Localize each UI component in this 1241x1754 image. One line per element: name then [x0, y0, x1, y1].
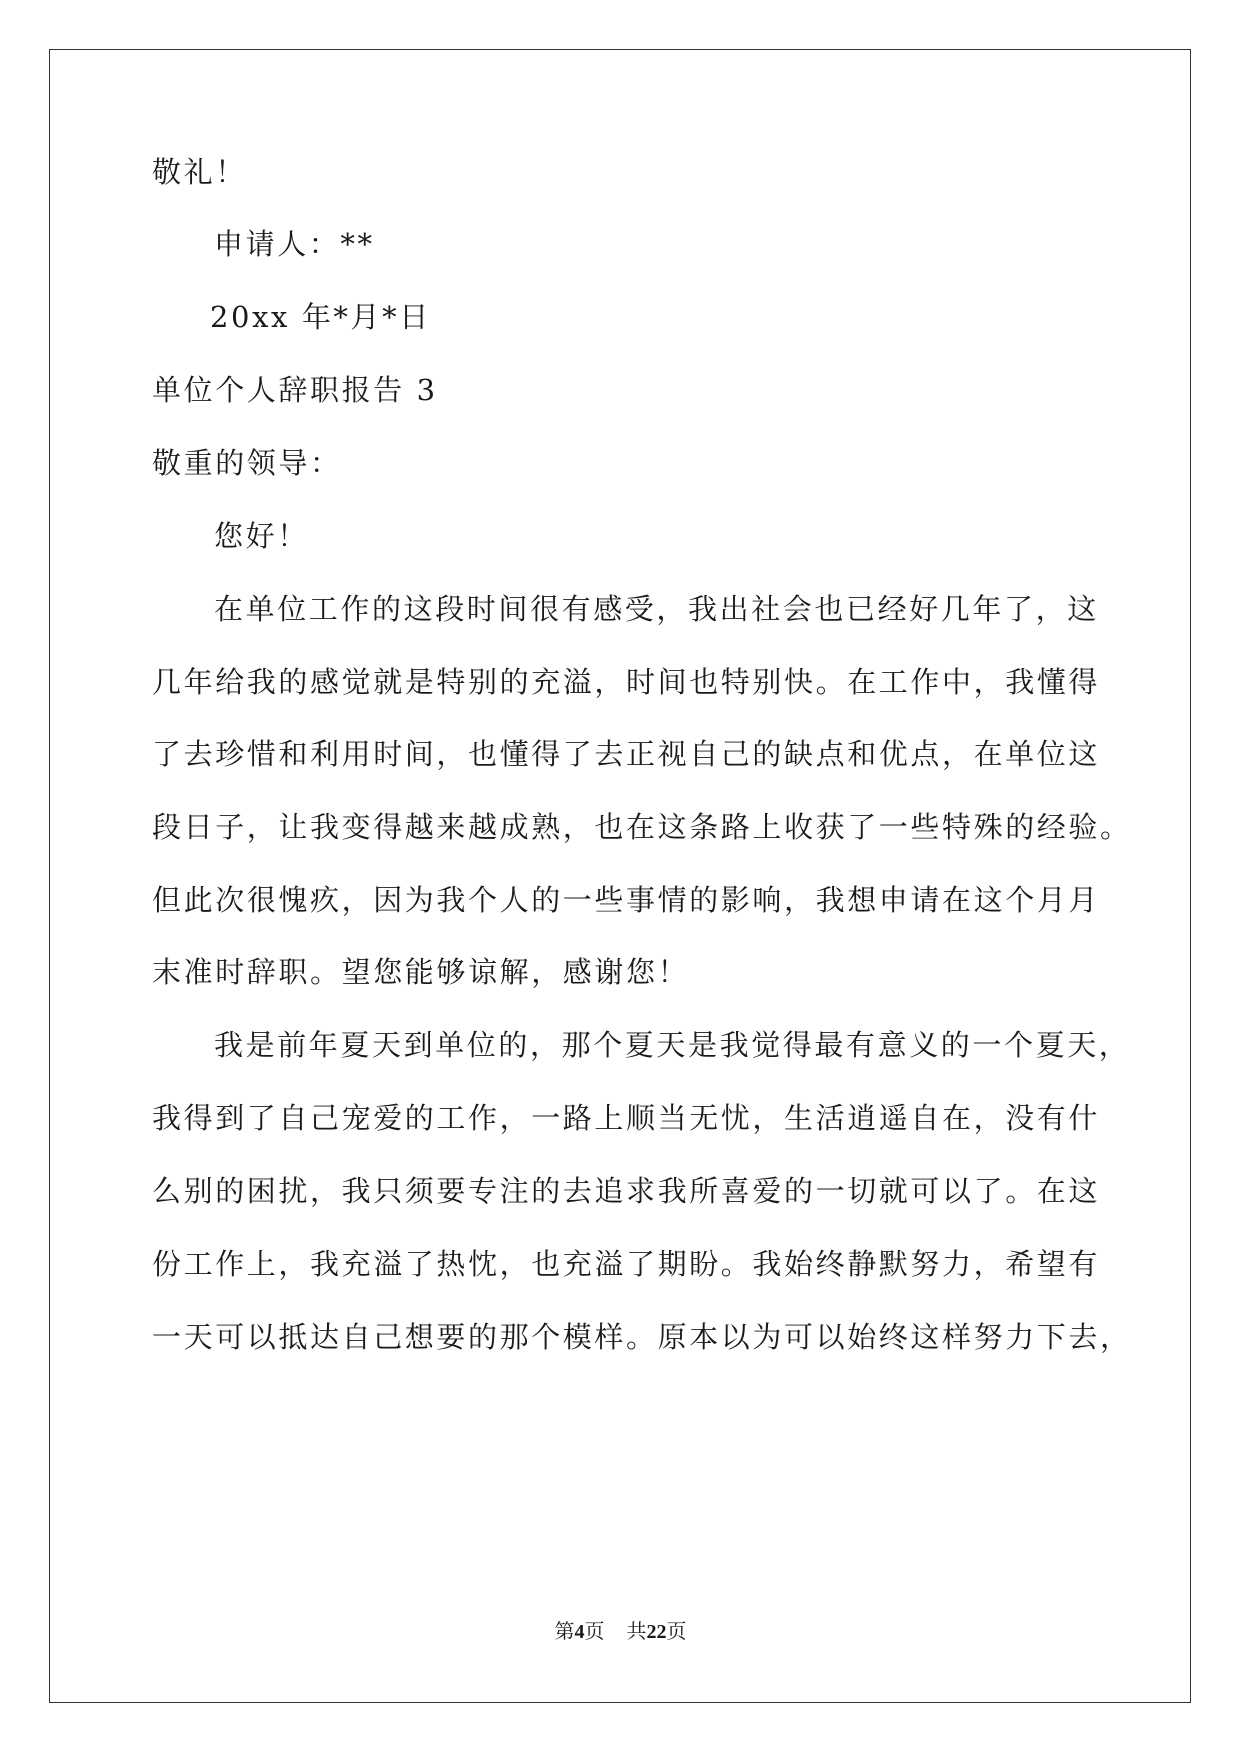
- paragraph-line: 么别的困扰，我只须要专注的去追求我所喜爱的一切就可以了。在这: [152, 1174, 1101, 1208]
- paragraph-line: 但此次很愧疚，因为我个人的一些事情的影响，我想申请在这个月月: [152, 883, 1101, 917]
- page-footer: [0, 1620, 1241, 1644]
- total-suffix: 页: [666, 1621, 687, 1643]
- paragraph-line: 一天可以抵达自己想要的那个模样。原本以为可以始终这样努力下去，: [152, 1320, 1132, 1354]
- salutation: 敬重的领导：: [152, 446, 342, 480]
- paragraph-line: 份工作上，我充溢了热忱，也充溢了期盼。我始终静默努力，希望有: [152, 1247, 1101, 1281]
- paragraph-line: 末准时辞职。望您能够谅解，感谢您！: [152, 955, 690, 989]
- paragraph-line: 几年给我的感觉就是特别的充溢，时间也特别快。在工作中，我懂得: [152, 665, 1101, 699]
- paragraph-line: 我是前年夏天到单位的，那个夏天是我觉得最有意义的一个夏天，: [214, 1028, 1131, 1062]
- paragraph-line: 了去珍惜和利用时间，也懂得了去正视自己的缺点和优点，在单位这: [152, 737, 1101, 771]
- paragraph-line: 我得到了自己宠爱的工作，一路上顺当无忧，生活逍遥自在，没有什: [152, 1101, 1101, 1135]
- current-page-number: 4: [574, 1621, 585, 1643]
- paragraph-line: 段日子，让我变得越来越成熟，也在这条路上收获了一些特殊的经验。: [152, 810, 1132, 844]
- total-page-count: 22: [646, 1621, 667, 1643]
- greeting: 您好！: [214, 519, 309, 553]
- page-suffix: 页: [584, 1621, 605, 1643]
- applicant-signature: 申请人：**: [214, 227, 375, 261]
- closing-salutation: 敬礼！: [152, 155, 247, 189]
- section-title: 单位个人辞职报告 3: [152, 373, 438, 407]
- total-prefix: 共: [626, 1621, 647, 1643]
- paragraph-line: 在单位工作的这段时间很有感受，我出社会也已经好几年了，这: [214, 592, 1099, 626]
- page-prefix: 第: [554, 1621, 575, 1643]
- signature-date: 20xx 年*月*日: [210, 300, 431, 334]
